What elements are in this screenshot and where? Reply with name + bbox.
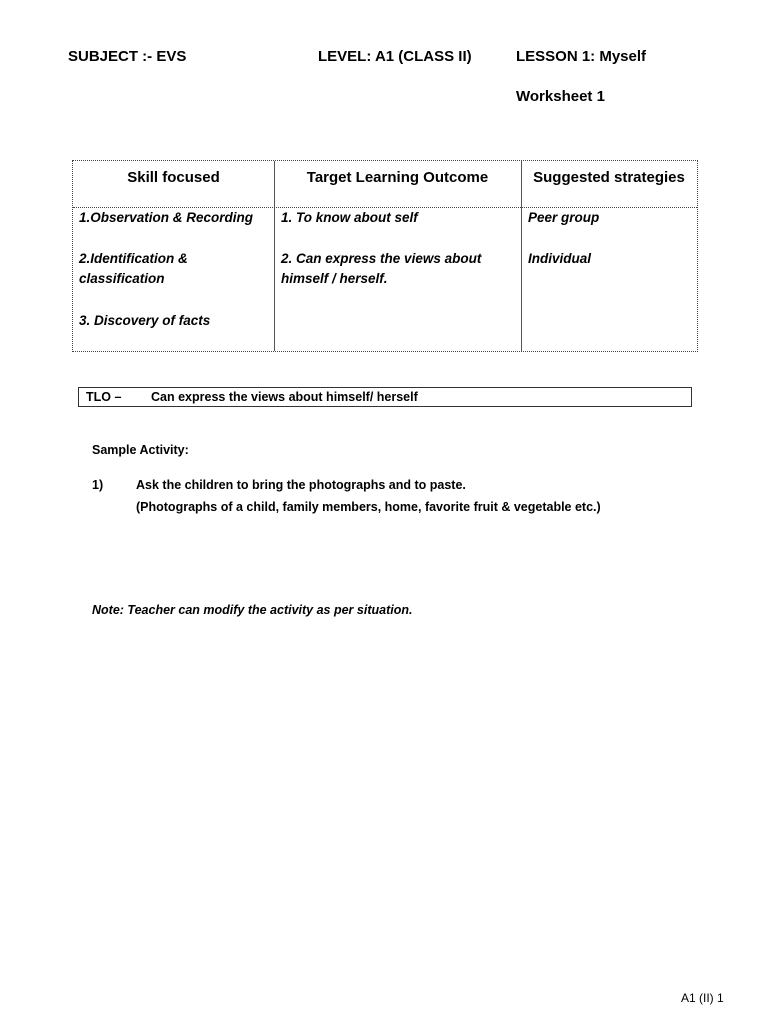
strategy-item: Peer group: [528, 210, 600, 225]
subject-label: SUBJECT :- EVS: [68, 48, 187, 65]
skill-item: 1.Observation & Recording: [79, 210, 254, 225]
sample-activity-heading: Sample Activity:: [92, 443, 189, 457]
skill-item: classification: [79, 271, 165, 286]
skills-table: [72, 160, 698, 352]
header-target-learning-outcome: Target Learning Outcome: [306, 169, 489, 186]
teacher-note: Note: Teacher can modify the activity as per situation.: [92, 603, 413, 617]
tlo-text: Can express the views about himself/ herself: [151, 390, 418, 404]
header-skill-focused: Skill focused: [127, 169, 220, 186]
header-suggested-strategies: Suggested strategies: [533, 169, 685, 186]
outcome-item: 2. Can express the views about: [281, 251, 482, 266]
skill-item: 3. Discovery of facts: [79, 313, 211, 328]
outcome-item: himself / herself.: [281, 271, 388, 286]
strategy-item: Individual: [528, 251, 592, 266]
activity-line-2: (Photographs of a child, family members, home, favorite fruit & vegetable etc.): [136, 500, 601, 514]
activity-line-1: Ask the children to bring the photographs and to paste.: [136, 478, 466, 492]
skill-item: 2.Identification &: [79, 251, 188, 266]
tlo-label: TLO –: [86, 390, 122, 404]
tlo-box: [78, 387, 692, 407]
activity-number: 1): [92, 478, 104, 492]
lesson-label: LESSON 1: Myself: [516, 48, 647, 65]
page-footer: A1 (II) 1: [681, 991, 724, 1005]
worksheet-label: Worksheet 1: [516, 88, 605, 105]
level-label: LEVEL: A1 (CLASS II): [318, 48, 472, 65]
outcome-item: 1. To know about self: [281, 210, 418, 225]
